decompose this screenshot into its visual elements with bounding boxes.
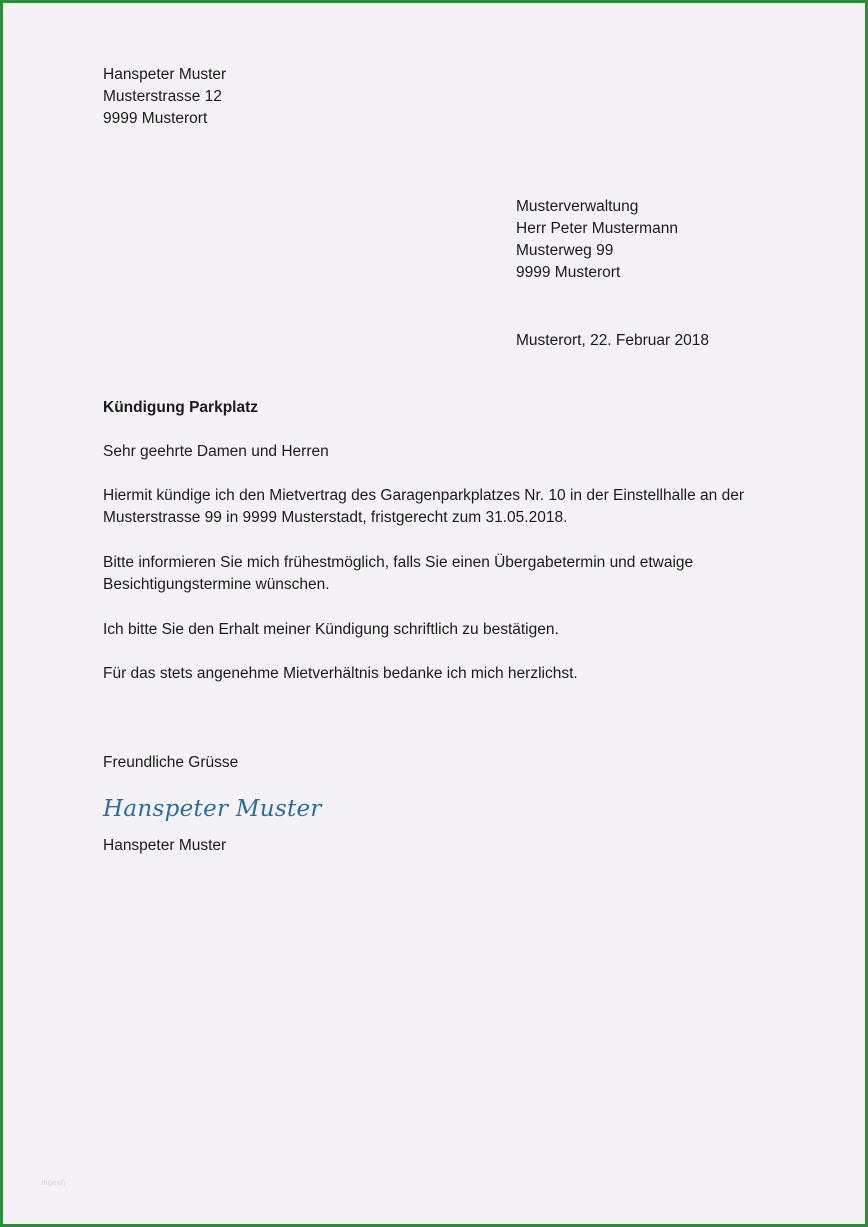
- date-line: Musterort, 22. Februar 2018: [516, 332, 709, 349]
- paragraph-line: Besichtigungstermine wünschen.: [103, 576, 330, 593]
- paragraph-termination: [103, 485, 744, 529]
- paragraph-line: Musterstrasse 99 in 9999 Musterstadt, fristgerecht zum 31.05.2018.: [103, 509, 568, 526]
- sender-address: [103, 64, 226, 130]
- signer-name: Hanspeter Muster: [103, 837, 227, 854]
- salutation: Sehr geehrte Damen und Herren: [103, 443, 329, 460]
- watermark-text: mgeah: [41, 1178, 66, 1187]
- recipient-contact: Herr Peter Mustermann: [516, 220, 678, 237]
- sender-name: Hanspeter Muster: [103, 66, 227, 83]
- recipient-city: 9999 Musterort: [516, 264, 621, 281]
- recipient-company: Musterverwaltung: [516, 198, 639, 215]
- subject-line: Kündigung Parkplatz: [103, 399, 258, 416]
- recipient-address: [516, 196, 678, 284]
- recipient-street: Musterweg 99: [516, 242, 614, 259]
- paragraph-confirmation: Ich bitte Sie den Erhalt meiner Kündigung schriftlich zu bestätigen.: [103, 621, 559, 638]
- closing-greeting: Freundliche Grüsse: [103, 754, 239, 771]
- paragraph-line: Bitte informieren Sie mich frühestmöglich, falls Sie einen Übergabetermin und etwaige: [103, 554, 694, 571]
- paragraph-thanks: Für das stets angenehme Mietverhältnis bedanke ich mich herzlichst.: [103, 665, 578, 682]
- sender-street: Musterstrasse 12: [103, 88, 222, 105]
- handwritten-signature: Hanspeter Muster: [103, 796, 322, 822]
- paragraph-handover: [103, 552, 693, 596]
- paragraph-line: Hiermit kündige ich den Mietvertrag des Garagenparkplatzes Nr. 10 in der Einstellhalle an der: [103, 487, 745, 504]
- sender-city: 9999 Musterort: [103, 110, 208, 127]
